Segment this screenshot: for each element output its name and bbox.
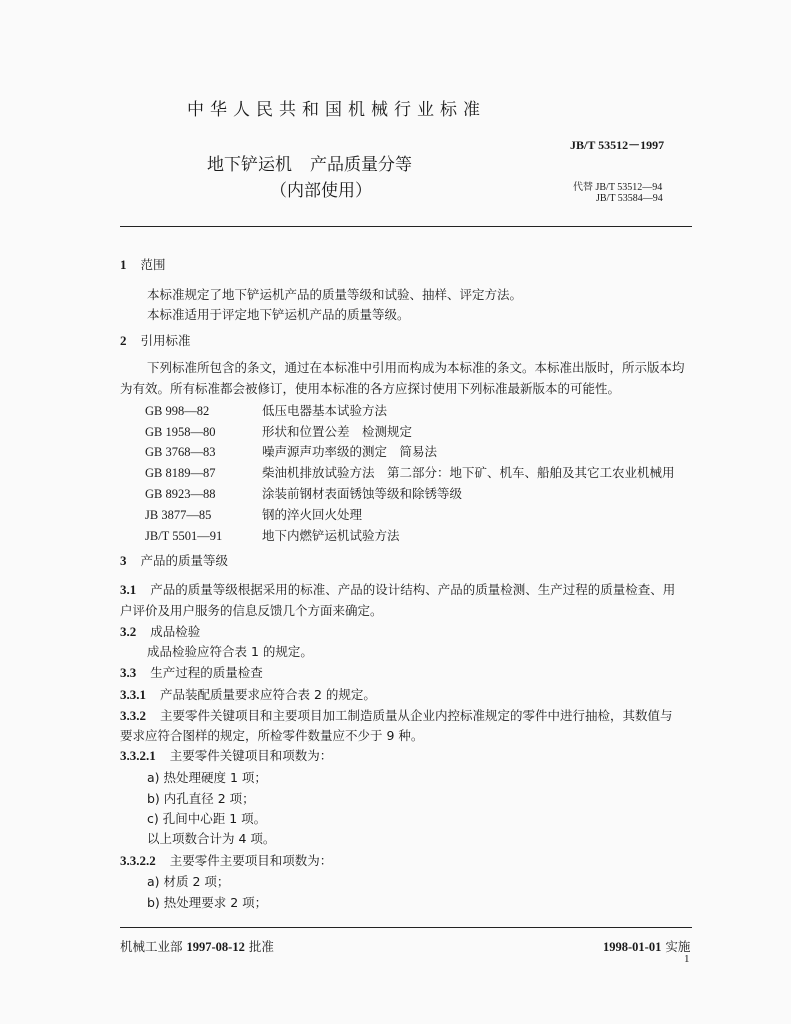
standard-category-heading: 中华人民共和国机械行业标准 bbox=[187, 100, 486, 120]
list-item: a) 热处理硬度 1 项； bbox=[147, 770, 267, 785]
section-number: 3 bbox=[120, 553, 127, 568]
paragraph: 为有效。所有标准都会被修订，使用本标准的各方应探讨使用下列标准最新版本的可能性。 bbox=[120, 381, 621, 396]
section-number: 2 bbox=[120, 333, 127, 348]
section-title: 范围 bbox=[140, 257, 166, 272]
standard-number: JB/T 53512－1997 bbox=[570, 138, 665, 152]
replaces-note-2: JB/T 53584—94 bbox=[596, 193, 663, 204]
section-2-heading bbox=[120, 331, 191, 349]
document-title bbox=[207, 150, 412, 175]
section-title: 产品的质量等级 bbox=[140, 553, 229, 568]
footer-divider bbox=[120, 927, 692, 928]
paragraph: 要求应符合图样的规定，所检零件数量应不少于 9 种。 bbox=[120, 728, 424, 743]
approval-line: 机械工业部 1997-08-12 批准 bbox=[120, 939, 274, 954]
reference-row: GB 8923—88 涂装前钢材表面锈蚀等级和除锈等级 bbox=[145, 486, 463, 501]
clause-3-3-1: 3.3.1 产品装配质量要求应符合表 2 的规定。 bbox=[120, 687, 376, 702]
reference-row: GB 1958—80 形状和位置公差 检测规定 bbox=[145, 424, 413, 439]
clause-3-3-2-2: 3.3.2.2 主要零件主要项目和项数为： bbox=[120, 853, 333, 868]
reference-row: GB 3768—83 噪声源声功率级的测定 简易法 bbox=[145, 444, 438, 459]
title-part-1: 地下铲运机 bbox=[207, 155, 292, 175]
implementation-line: 1998-01-01 实施 bbox=[603, 939, 691, 954]
clause-3-3-2-1: 3.3.2.1 主要零件关键项目和项数为： bbox=[120, 748, 333, 763]
paragraph: 本标准适用于评定地下铲运机产品的质量等级。 bbox=[147, 307, 410, 322]
section-3-heading bbox=[120, 551, 228, 569]
header-divider bbox=[120, 226, 692, 227]
page-number: 1 bbox=[684, 953, 690, 965]
replaces-note-1: 代替 JB/T 53512—94 bbox=[573, 182, 663, 193]
reference-row: GB 998—82 低压电器基本试验方法 bbox=[145, 403, 388, 418]
section-number: 1 bbox=[120, 257, 127, 272]
reference-row: GB 8189—87 柴油机排放试验方法 第二部分：地下矿、机车、船舶及其它工农业机械用 bbox=[145, 465, 675, 480]
document-subtitle: （内部使用） bbox=[270, 181, 372, 201]
list-item: b) 热处理要求 2 项； bbox=[147, 895, 268, 910]
paragraph: 下列标准所包含的条文，通过在本标准中引用而构成为本标准的条文。本标准出版时，所示版本均 bbox=[147, 360, 685, 375]
reference-row: JB 3877—85 钢的淬火回火处理 bbox=[145, 507, 363, 522]
title-part-2: 产品质量分等 bbox=[310, 155, 412, 175]
clause-3-3-2: 3.3.2 主要零件关键项目和主要项目加工制造质量从企业内控标准规定的零件中进行抽检，其数值与 bbox=[120, 708, 673, 723]
clause-3-3: 3.3 生产过程的质量检查 bbox=[120, 665, 263, 680]
list-item: 以上项数合计为 4 项。 bbox=[147, 831, 276, 846]
list-item: b) 内孔直径 2 项； bbox=[147, 791, 255, 806]
paragraph: 本标准规定了地下铲运机产品的质量等级和试验、抽样、评定方法。 bbox=[147, 287, 523, 302]
clause-3-1: 3.1 产品的质量等级根据采用的标准、产品的设计结构、产品的质量检测、生产过程的质量检查、用 bbox=[120, 582, 676, 597]
paragraph: 户评价及用户服务的信息反馈几个方面来确定。 bbox=[120, 603, 383, 618]
clause-3-2: 3.2 成品检验 bbox=[120, 624, 201, 639]
reference-row: JB/T 5501—91 地下内燃铲运机试验方法 bbox=[145, 528, 400, 543]
section-1-heading bbox=[120, 255, 166, 273]
list-item: a) 材质 2 项； bbox=[147, 874, 230, 889]
section-title: 引用标准 bbox=[140, 333, 191, 348]
paragraph: 成品检验应符合表 1 的规定。 bbox=[147, 644, 313, 659]
list-item: c) 孔间中心距 1 项。 bbox=[147, 811, 267, 826]
